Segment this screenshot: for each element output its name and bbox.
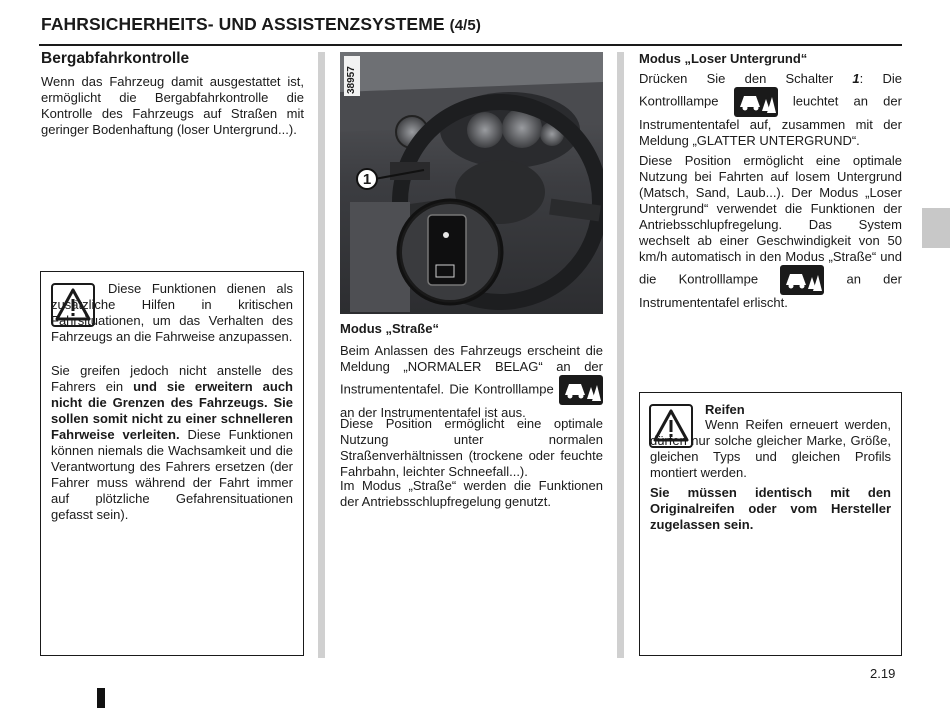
tyres-heading: Reifen (705, 402, 745, 417)
loose-p1-c: leuchtet an der Instrumententafel auf, zusammen mit der Meldung „GLATTER UNTERGRUND“. (639, 93, 902, 148)
dashboard-photo (340, 52, 603, 314)
loose-p1-a: Drücken Sie den Schalter (639, 71, 834, 86)
road-mode-paragraph-3: Im Modus „Straße“ werden die Funktionen der Antriebsschlupfregelung genutzt. (340, 478, 603, 509)
warning-p2-end: Diese Funktionen können niemals die Wachsamkeit und die Verantwortung des Fahrers ersetzen (der Fahrer muss während der Fahrt immer auf plötzliche Gefahrensituationen gefasst sein). (51, 427, 293, 522)
column-divider-right (617, 52, 624, 658)
warning-paragraph-2 (51, 363, 293, 523)
title-part: (4/5) (449, 17, 481, 34)
warning-p2-bold: und sie erweitern auch nicht die Grenzen des Fahrzeugs. Sie sollen somit nicht zu einer schnelleren Fahrweise verleiten. (51, 379, 293, 442)
loose-ground-paragraph-2 (639, 153, 902, 311)
column-divider-left (318, 52, 325, 658)
road-mode-p1-before: Beim Anlassen des Fahrzeugs erscheint die Meldung „NORMALER BELAG“ an der Instrumententafel. Die Kontrolllampe (340, 343, 603, 397)
section-heading-road-mode: Modus „Straße“ (340, 321, 439, 336)
tyres-paragraph-2: Sie müssen identisch mit den Originalreifen oder vom Hersteller zugelassen sein. (650, 485, 891, 532)
road-mode-paragraph-1 (340, 343, 603, 421)
traction-warning-lamp-icon (559, 375, 603, 405)
loose-p2-a: Diese Position ermöglicht eine optimale Nutzung bei Fahrten auf losem Untergrund (Matsch, Sand, Laub...). Der Modus „Loser Untergrund“ verwendet die Funktionen der Antriebsschlupfregelung. Das System wechselt ab einer Geschwindigkeit von 50 km/h automatisch in den Modus „Straße“ und die Kontrolllampe (639, 153, 902, 287)
road-mode-paragraph-2: Diese Position ermöglicht eine optimale Nutzung unter normalen Straßenverhältnissen (trockene oder feuchte Fahrbahn, leichter Schneefall...). (340, 416, 603, 479)
road-mode-p1-after: an der Instrumententafel ist aus. (340, 405, 526, 420)
warning-box (40, 271, 304, 656)
switch-number: 1 (852, 71, 860, 86)
section-heading-hill-descent: Bergabfahrkontrolle (41, 50, 190, 67)
tyres-paragraph-1: Wenn Reifen erneuert werden, dürfen nur solche gleicher Marke, Größe, gleichen Typs und gleichen Profils montiert werden. (650, 417, 891, 480)
title-rule (39, 44, 902, 46)
traction-warning-lamp-icon-2 (734, 87, 778, 117)
traction-warning-lamp-icon-3 (780, 265, 824, 295)
warning-paragraph-1: Diese Funktionen dienen als zusätzliche Hilfen in kritischen Fahrsituationen, um das Verhalten des Fahrzeugs an die Fahrweise anzupassen. (51, 281, 293, 344)
page-number: 2.19 (870, 666, 896, 681)
tyres-warning-box (639, 392, 902, 656)
title-text: FAHRSICHERHEITS- UND ASSISTENZSYSTEME (41, 14, 445, 34)
section-heading-loose-ground: Modus „Loser Untergrund“ (639, 51, 808, 66)
figure-number: 38957 (346, 66, 357, 94)
loose-p2-b: an der Instrumententafel erlischt. (639, 271, 902, 310)
callout-1: 1 (356, 168, 378, 190)
loose-ground-paragraph-1 (639, 71, 902, 149)
warning-p2-start: Sie greifen jedoch nicht anstelle des Fahrers ein (51, 363, 293, 394)
corner-crop-mark (97, 688, 105, 708)
page-title (41, 14, 481, 35)
hill-descent-intro: Wenn das Fahrzeug damit ausgestattet ist, ermöglicht die Bergabfahrkontrolle die Kontrolle des Fahrzeugs auf Straßen mit geringer Bodenhaftung (loser Untergrund...). (41, 74, 304, 137)
figure-number-tab (344, 56, 360, 96)
section-tab-marker (922, 208, 950, 248)
loose-p1-b: : Die Kontrolllampe (639, 71, 902, 109)
